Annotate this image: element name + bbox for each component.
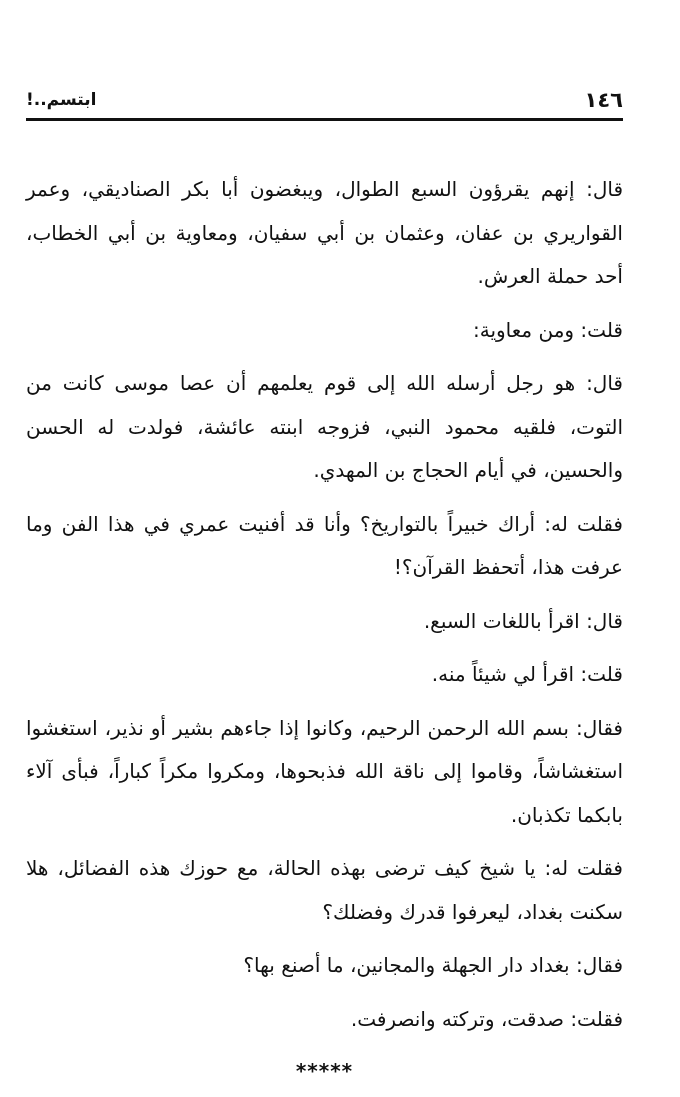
page-number: ١٤٦ <box>584 88 623 112</box>
paragraph: قلت: ومن معاوية: <box>472 317 623 342</box>
section-divider: ***** <box>295 1059 354 1083</box>
running-title: ابتسم..! <box>26 90 97 110</box>
paragraph: فقال: بسم الله الرحمن الرحيم، وكانوا إذا جاءهم بشير أو نذير، استغشوا استغشاشاً، وقاموا إلى ناقة الله فذبحوها، ومكروا مكراً كباراً، فبأى آلاء بابكما تكذبان. <box>26 715 623 827</box>
paragraph: فقال: بغداد دار الجهلة والمجانين، ما أصنع بها؟ <box>243 953 623 977</box>
paragraph: قال: إنهم يقرؤون السبع الطوال، ويبغضون أبا بكر الصناديقي، وعمر القواريري بن عفان، وعثمان بن أبي سفيان، ومعاوية بن أبي الخطاب، أحد حملة العرش. <box>26 177 623 288</box>
body-text <box>26 168 623 1091</box>
paragraph: قال: هو رجل أرسله الله إلى قوم يعلمهم أن عصا موسى كانت من التوت، فلقيه محمود النبي، فزوجه ابنته عائشة، فولدت له الحسن والحسين، في أيام الحجاج بن المهدي. <box>26 371 623 482</box>
paragraph: فقلت: صدقت، وتركته وانصرفت. <box>350 1006 623 1031</box>
paragraph: قلت: اقرأ لي شيئاً منه. <box>431 662 623 686</box>
paragraph: فقلت له: يا شيخ كيف ترضى بهذه الحالة، مع حوزك هذه الفضائل، هلا سكنت بغداد، ليعرفوا قدرك وفضلك؟ <box>26 856 623 924</box>
paragraph: قال: اقرأ باللغات السبع. <box>423 608 623 633</box>
paragraph: فقلت له: أراك خبيراً بالتواريخ؟ وأنا قد أفنيت عمري في هذا الفن وما عرفت هذا، أتحفظ القرآن؟! <box>26 511 623 579</box>
header-rule <box>26 118 623 121</box>
page-header <box>26 84 623 116</box>
